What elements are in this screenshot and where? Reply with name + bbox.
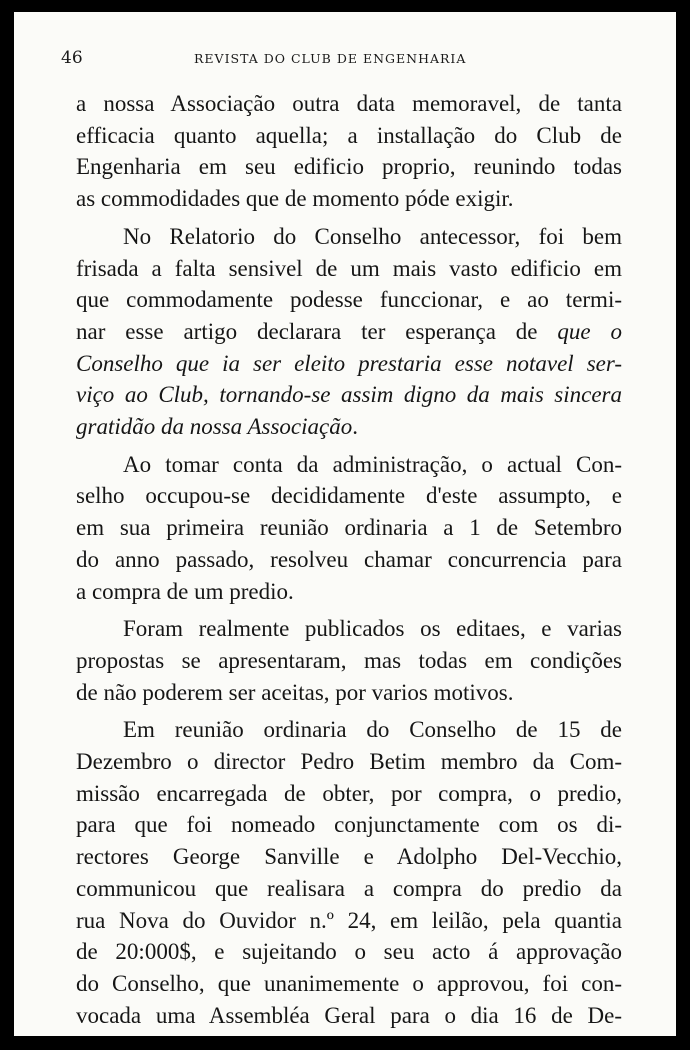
- text-line: de 20:000$, e sujeitando o seu acto á approvação: [76, 939, 622, 965]
- text-line: as commodidades que de momento póde exigir.: [76, 186, 514, 212]
- text-line: efficacia quanto aquella; a installação do Club de: [76, 122, 622, 148]
- text-line: em sua primeira reunião ordinaria a 1 de Setembro: [76, 515, 622, 541]
- italic-run: que o: [557, 318, 622, 344]
- book-page: [14, 12, 676, 1036]
- paragraph: [76, 221, 622, 443]
- text-line-mixed: [76, 411, 622, 443]
- text-line: No Relatorio do Conselho antecessor, foi bem: [123, 223, 622, 249]
- paragraph: [76, 88, 622, 215]
- page-number: 46: [61, 48, 83, 68]
- text-line: de não poderem ser aceitas, por varios motivos.: [76, 679, 514, 705]
- text-line: frisada a falta sensivel de um mais vasto edificio em: [76, 255, 622, 281]
- text-line: vocada uma Assembléa Geral para o dia 16 de De-: [76, 1002, 622, 1028]
- text-line: Dezembro o director Pedro Betim membro da Com-: [76, 749, 622, 775]
- paragraph: [76, 714, 622, 1031]
- text-line: rua Nova do Ouvidor n.º 24, em leilão, pela quantia: [76, 907, 622, 933]
- italic-run: gratidão da nossa Associação: [76, 414, 353, 440]
- text-line: selho occupou-se decididamente d'este assumpto, e: [76, 483, 622, 509]
- text-line: Em reunião ordinaria do Conselho de 15 de: [123, 717, 622, 743]
- text-line: a nossa Associação outra data memoravel, de tanta: [76, 91, 622, 116]
- text-line: rectores George Sanville e Adolpho Del-Vecchio,: [76, 844, 622, 870]
- text-line: Engenharia em seu edificio proprio, reunindo todas: [76, 154, 622, 180]
- running-header: [14, 48, 676, 70]
- text-line: Foram realmente publicados os editaes, e varias: [123, 616, 622, 642]
- text-line-mixed: [76, 316, 622, 348]
- paragraph: [76, 449, 622, 608]
- punctuation: .: [352, 414, 358, 440]
- text-line: communicou que realisara a compra do predio da: [76, 875, 622, 901]
- text-line: do anno passado, resolveu chamar concurrencia para: [76, 546, 622, 572]
- text-line: a compra de um predio.: [76, 578, 294, 604]
- journal-title: REVISTA DO CLUB DE ENGENHARIA: [194, 51, 467, 66]
- text-run: nar esse artigo declarara ter esperança de: [76, 318, 558, 344]
- italic-line: viço ao Club, tornando-se assim digno da mais sincera: [76, 382, 622, 408]
- text-line: do Conselho, que unanimemente o approvou, foi con-: [76, 970, 622, 996]
- italic-line: Conselho que ia ser eleito prestaria esse notavel ser-: [76, 350, 622, 376]
- text-line: missão encarregada de obter, por compra, o predio,: [76, 780, 622, 806]
- text-line: para que foi nomeado conjunctamente com os di-: [76, 812, 622, 838]
- text-line: Ao tomar conta da administração, o actual Con-: [123, 451, 622, 477]
- paragraph: [76, 613, 622, 708]
- text-line: propostas se apresentaram, mas todas em condições: [76, 647, 622, 673]
- body-text: [76, 88, 622, 1031]
- text-line: que commodamente podesse funccionar, e ao termi-: [76, 287, 622, 313]
